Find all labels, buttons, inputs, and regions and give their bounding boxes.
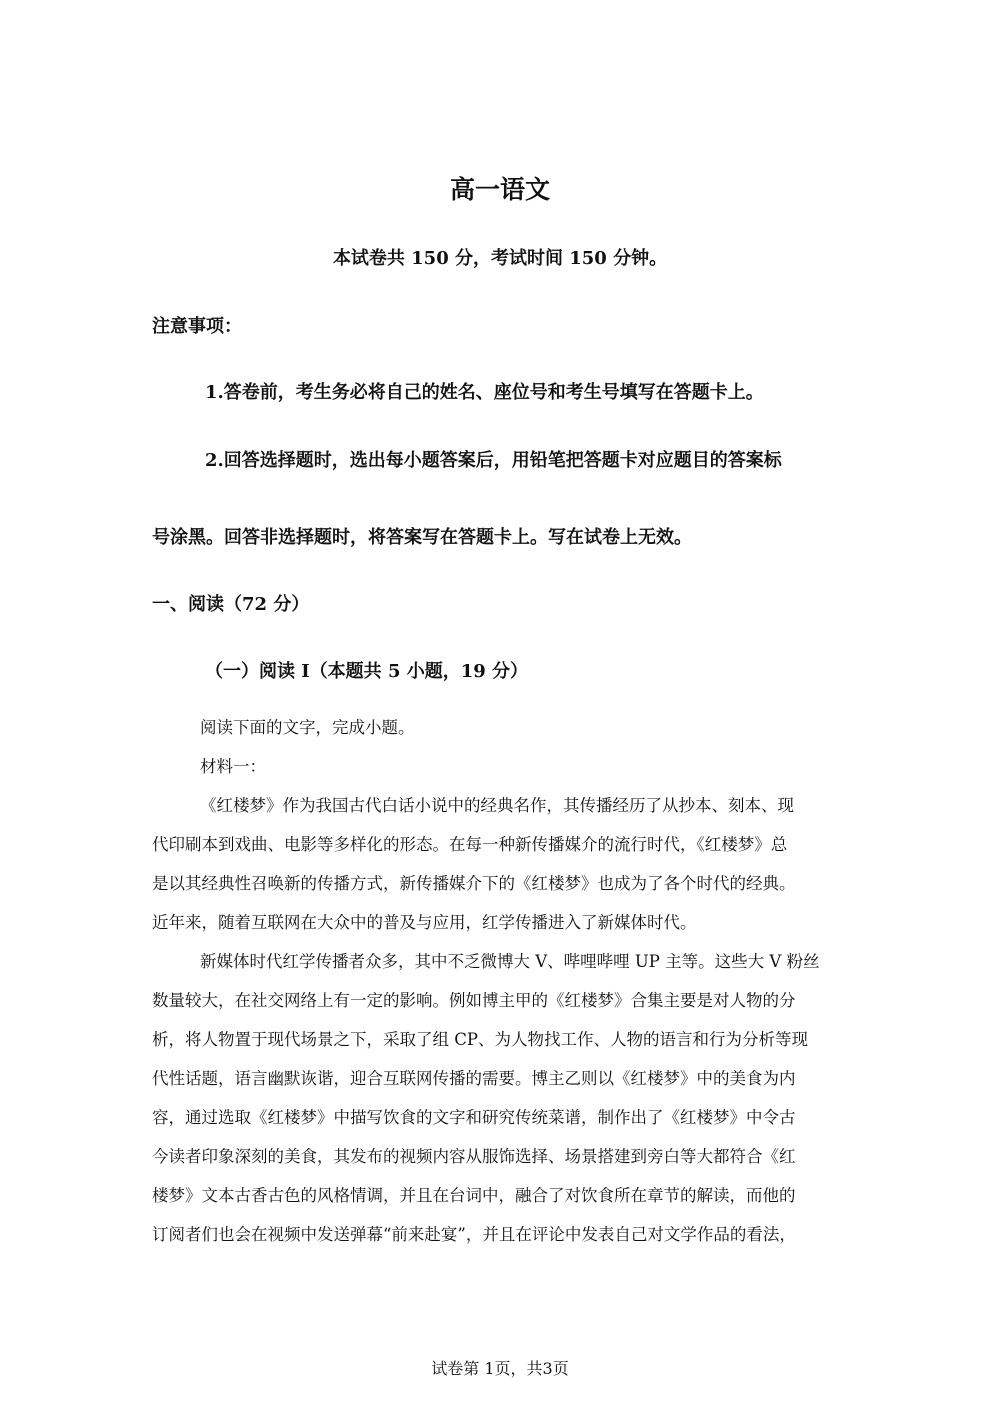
note-item-2-line-1: 2.回答选择题时，选出每小题答案后，用铅笔把答题卡对应题目的答案标 — [205, 450, 782, 471]
passage-line: 新媒体时代红学传播者众多，其中不乏微博大 V、哔哩哔哩 UP 主等。这些大 V 粉丝 — [200, 952, 820, 971]
passage-line: 是以其经典性召唤新的传播方式，新传播媒介下的《红楼梦》也成为了各个时代的经典。 — [152, 874, 796, 893]
passage-line: 近年来，随着互联网在大众中的普及与应用，红学传播进入了新媒体时代。 — [152, 913, 697, 932]
section-heading: 一、阅读（72 分） — [152, 594, 310, 615]
notes-heading: 注意事项： — [152, 316, 242, 337]
passage-line: 订阅者们也会在视频中发送弹幕“前来赴宴”，并且在评论中发表自己对文学作品的看法， — [152, 1225, 796, 1244]
passage-line: 容，通过选取《红楼梦》中描写饮食的文字和研究传统菜谱，制作出了《红楼梦》中令古 — [152, 1108, 796, 1127]
passage-line: 《红楼梦》作为我国古代白话小说中的经典名作，其传播经历了从抄本、刻本、现 — [200, 796, 794, 815]
passage-instruction: 阅读下面的文字，完成小题。 — [200, 718, 415, 737]
passage-line: 今读者印象深刻的美食，其发布的视频内容从服饰选择、场景搭建到旁白等大都符合《红 — [152, 1147, 796, 1166]
passage-line: 楼梦》文本古香古色的风格情调，并且在台词中，融合了对饮食所在章节的解读，而他的 — [152, 1186, 796, 1205]
subsection-heading: （一）阅读 I（本题共 5 小题，19 分） — [205, 661, 529, 682]
passage-line: 代印刷本到戏曲、电影等多样化的形态。在每一种新传播媒介的流行时代，《红楼梦》总 — [152, 835, 788, 854]
exam-info: 本试卷共 150 分，考试时间 150 分钟。 — [332, 248, 668, 269]
page-title: 高一语文 — [449, 175, 550, 204]
page-footer: 试卷第 1页，共3页 — [431, 1359, 569, 1378]
note-item-1: 1.答卷前，考生务必将自己的姓名、座位号和考生号填写在答题卡上。 — [205, 382, 764, 403]
passage-line: 代性话题，语言幽默诙谐，迎合互联网传播的需要。博主乙则以《红楼梦》中的美食为内 — [152, 1069, 796, 1088]
passage-line: 析，将人物置于现代场景之下，采取了组 CP、为人物找工作、人物的语言和行为分析等现 — [152, 1030, 808, 1049]
material-label: 材料一： — [200, 757, 266, 776]
passage-line: 数量较大，在社交网络上有一定的影响。例如博主甲的《红楼梦》合集主要是对人物的分 — [152, 991, 796, 1010]
note-item-2-line-2: 号涂黑。回答非选择题时，将答案写在答题卡上。写在试卷上无效。 — [152, 527, 692, 548]
